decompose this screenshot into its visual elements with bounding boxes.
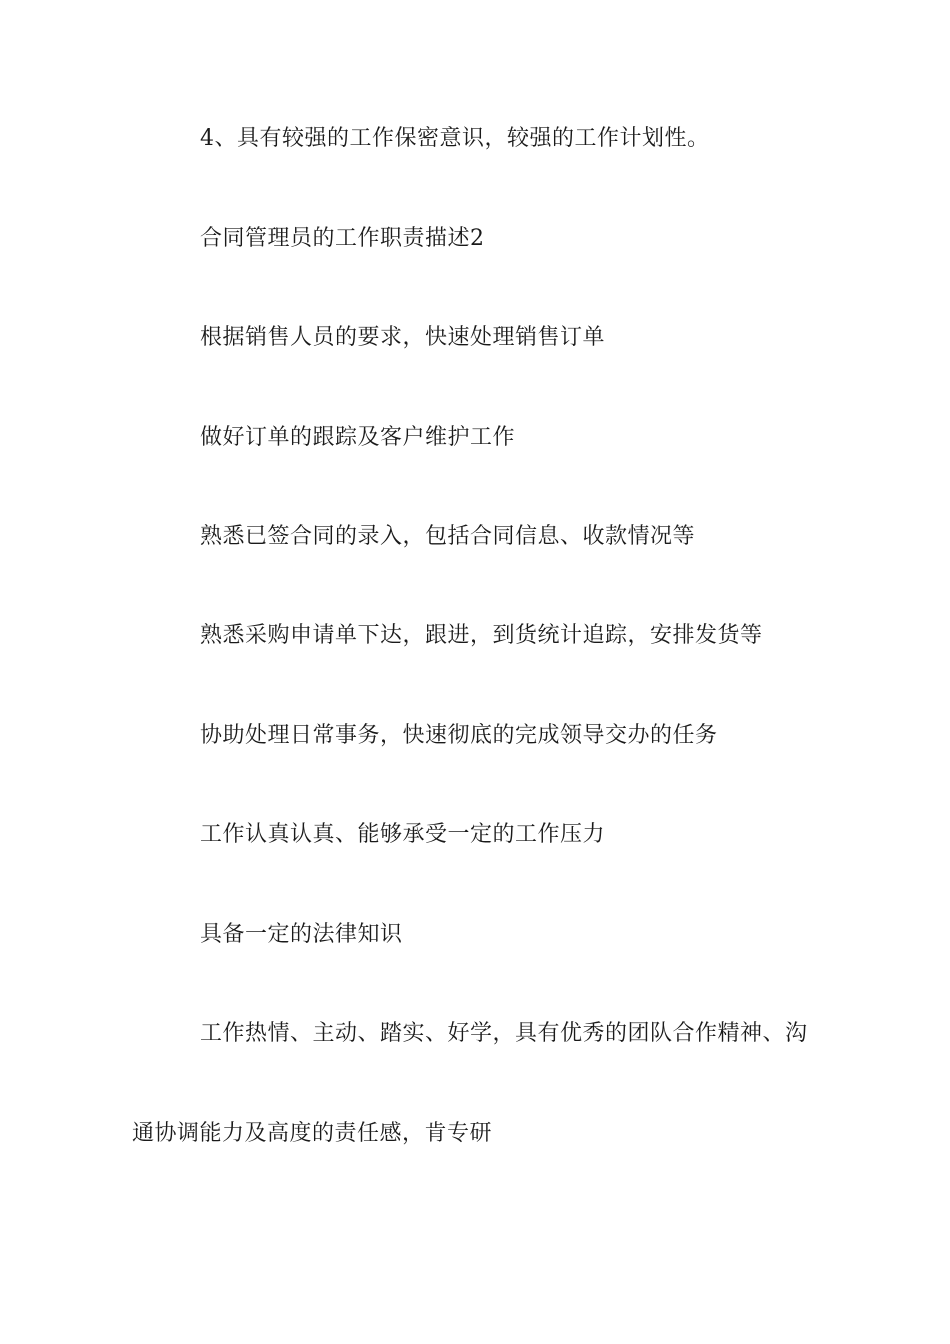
text-line: 4、具有较强的工作保密意识，较强的工作计划性。: [200, 126, 710, 151]
text-line: 熟悉采购申请单下达，跟进，到货统计追踪，安排发货等: [200, 623, 763, 648]
text-line: 根据销售人员的要求，快速处理销售订单: [200, 325, 606, 350]
text-line: 具备一定的法律知识: [200, 922, 403, 947]
text-line: 做好订单的跟踪及客户维护工作: [200, 425, 516, 450]
paragraph-first-line: 工作热情、主动、踏实、好学，具有优秀的团队合作精神、沟: [200, 1021, 808, 1046]
text-line: 熟悉已签合同的录入，包括合同信息、收款情况等: [200, 524, 696, 549]
section-heading: 合同管理员的工作职责描述2: [200, 226, 485, 251]
text-line: 工作认真认真、能够承受一定的工作压力: [200, 822, 606, 847]
paragraph-continuation: 通协调能力及高度的责任感，肯专研: [132, 1121, 493, 1146]
text-line: 协助处理日常事务，快速彻底的完成领导交办的任务: [200, 723, 718, 748]
